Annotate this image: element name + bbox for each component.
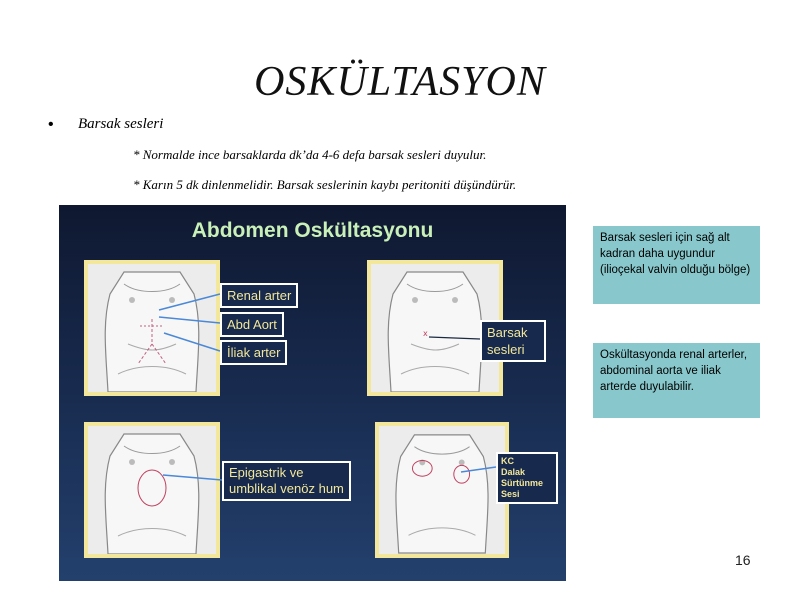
label-bowel-sounds: Barsak sesleri [480,320,546,362]
torso-illustration-friction [375,422,509,558]
label-friction-rub [496,452,558,504]
label-kc-line-1: KC [501,456,514,466]
figure-title: Abdomen Oskültasyonu [191,219,434,242]
label-epigastric-line-1: Epigastrik ve [229,465,304,480]
sub-item-1: * Normalde ince barsaklarda dk’da 4-6 defa barsak sesleri duyulur. [133,147,487,162]
label-renal-artery: Renal arter [220,283,298,308]
auscultation-figure [59,205,566,581]
note-bowel-sounds: Barsak sesleri için sağ alt kadran daha uygundur (ilioçekal valvin olduğu bölge) [593,226,760,304]
torso-illustration-arteries [84,260,220,396]
note-arteries: Oskültasyonda renal arterler, abdominal aorta ve iliak arterde duyulabilir. [593,343,760,418]
torso-illustration-epigastric [84,422,220,558]
label-kc-line-2: Dalak [501,467,526,477]
label-epigastric-hum [222,461,351,501]
bullet-dot: • [48,116,54,133]
label-abdominal-aorta: Abd Aort [220,312,284,337]
label-epigastric-line-2: umblikal venöz hum [229,481,344,496]
label-kc-line-3: Sürtünme [501,478,544,488]
label-kc-line-4: Sesi [501,489,520,499]
slide-title: OSKÜLTASYON [254,59,546,105]
page-number: 16 [735,552,751,568]
svg-text:x: x [423,329,428,338]
bullet-heading: Barsak sesleri [78,116,164,132]
label-iliac-artery: İliak arter [220,340,287,365]
sub-item-2: * Karın 5 dk dinlenmelidir. Barsak seslerinin kaybı peritoniti düşündürür. [133,177,517,192]
